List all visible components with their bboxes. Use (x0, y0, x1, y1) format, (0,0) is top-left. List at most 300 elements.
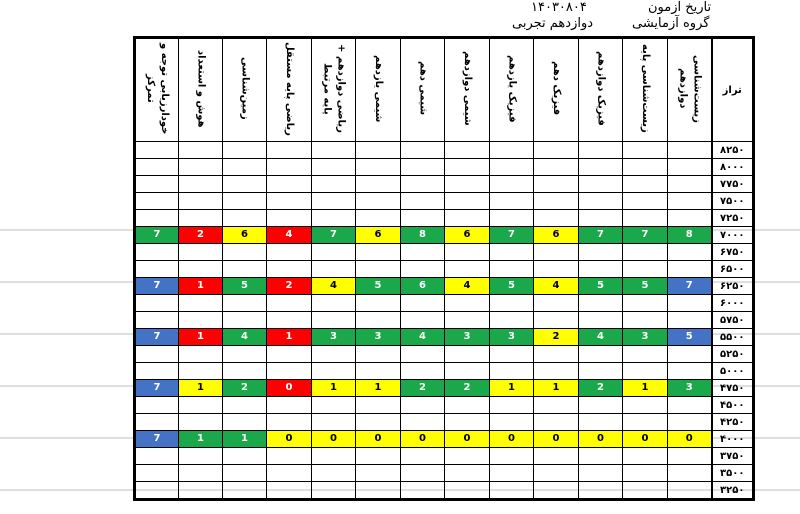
table-cell (445, 227, 490, 244)
table-cell (668, 465, 712, 482)
table-cell (534, 363, 579, 380)
cell-value: 1 (330, 382, 337, 393)
exam-date-label: تاریخ آزمون (648, 0, 712, 15)
table-cell (135, 312, 179, 329)
cell-value: 0 (463, 433, 471, 444)
table-cell (179, 346, 223, 363)
table-cell (135, 142, 179, 159)
row-label: ۴۷۵۰ (712, 380, 754, 397)
table-cell (668, 397, 712, 414)
column-header-label: خودارزیابی توجه و تمرکز (145, 42, 170, 135)
table-cell (445, 244, 490, 261)
cell-value: 4 (330, 280, 337, 291)
table-cell (267, 448, 312, 465)
table-cell (179, 278, 223, 295)
table-cell (401, 312, 445, 329)
table-cell (490, 380, 534, 397)
table-cell (445, 193, 490, 210)
score-table (133, 36, 755, 501)
table-cell (267, 227, 312, 244)
table-cell (445, 142, 490, 159)
table-cell (223, 227, 267, 244)
table-cell (445, 312, 490, 329)
table-cell (623, 431, 668, 448)
table-cell (401, 363, 445, 380)
table-cell (534, 244, 579, 261)
table-cell (579, 431, 623, 448)
table-cell (445, 414, 490, 431)
table-cell (668, 244, 712, 261)
table-cell (312, 346, 356, 363)
table-cell (223, 431, 267, 448)
table-cell (135, 244, 179, 261)
column-header (223, 38, 267, 142)
cell-value: 4 (552, 280, 560, 291)
column-header (312, 38, 356, 142)
cell-value: 0 (374, 433, 382, 444)
table-cell (623, 176, 668, 193)
column-header (445, 38, 490, 142)
table-cell (356, 295, 401, 312)
table-cell (135, 431, 179, 448)
row-label: ۷۰۰۰ (712, 227, 754, 244)
column-header (267, 38, 312, 142)
table-cell (312, 414, 356, 431)
table-cell (401, 295, 445, 312)
table-cell (401, 210, 445, 227)
table-cell (179, 431, 223, 448)
cell-value: 2 (241, 382, 248, 393)
table-cell (401, 227, 445, 244)
column-header-label: ریاضی پایه مستقل (284, 41, 295, 136)
table-cell (179, 312, 223, 329)
table-cell (135, 227, 179, 244)
table-cell (579, 414, 623, 431)
table-cell (579, 465, 623, 482)
table-cell (668, 329, 712, 346)
cell-value: 0 (419, 433, 426, 444)
table-cell (135, 380, 179, 397)
table-cell (534, 176, 579, 193)
table-cell (312, 380, 356, 397)
table-cell (623, 193, 668, 210)
table-cell (623, 414, 668, 431)
group-label: گروه آزمایشی (632, 16, 710, 31)
table-cell (401, 465, 445, 482)
table-cell (356, 278, 401, 295)
table-cell (579, 363, 623, 380)
table-cell (401, 346, 445, 363)
cell-value: 7 (153, 229, 161, 240)
table-cell (223, 380, 267, 397)
table-cell (312, 244, 356, 261)
table-cell (356, 159, 401, 176)
table-cell (267, 261, 312, 278)
cell-value: 0 (597, 433, 604, 444)
table-cell (490, 176, 534, 193)
table-cell (223, 261, 267, 278)
table-cell (579, 142, 623, 159)
table-cell (267, 431, 312, 448)
cell-value: 5 (241, 280, 248, 291)
table-cell (312, 193, 356, 210)
table-cell (668, 227, 712, 244)
table-cell (445, 397, 490, 414)
table-cell (223, 312, 267, 329)
table-cell (534, 159, 579, 176)
table-cell (135, 278, 179, 295)
cell-value: 5 (374, 280, 382, 291)
table-cell (312, 159, 356, 176)
table-cell (623, 312, 668, 329)
column-header-label: شیمی دوازدهم (462, 51, 473, 126)
table-cell (223, 482, 267, 500)
column-header-label: زیست‌شناسی پایه (640, 44, 651, 133)
table-cell (534, 142, 579, 159)
exam-date: ۱۴۰۳۰۸۰۴ (531, 0, 587, 15)
table-cell (135, 397, 179, 414)
cell-value: 2 (552, 331, 560, 342)
table-cell (356, 431, 401, 448)
table-cell (490, 244, 534, 261)
column-header (534, 38, 579, 142)
table-cell (445, 295, 490, 312)
table-cell (267, 346, 312, 363)
column-header (579, 38, 623, 142)
table-row (135, 227, 754, 244)
cell-value: 3 (330, 331, 337, 342)
table-cell (356, 329, 401, 346)
table-cell (445, 363, 490, 380)
table-cell (267, 142, 312, 159)
table-cell (401, 261, 445, 278)
table-cell (623, 210, 668, 227)
table-cell (623, 363, 668, 380)
table-row (135, 312, 754, 329)
table-cell (135, 295, 179, 312)
table-cell (490, 414, 534, 431)
table-cell (579, 346, 623, 363)
table-cell (445, 431, 490, 448)
cell-value: 6 (419, 280, 426, 291)
table-cell (135, 363, 179, 380)
table-cell (135, 482, 179, 500)
table-cell (534, 193, 579, 210)
table-cell (179, 414, 223, 431)
column-header-label: زمین‌شناسی (239, 57, 251, 120)
table-cell (490, 431, 534, 448)
table-cell (445, 159, 490, 176)
cell-value: 7 (153, 382, 161, 393)
table-cell (534, 278, 579, 295)
table-cell (490, 278, 534, 295)
table-cell (623, 244, 668, 261)
table-cell (534, 312, 579, 329)
table-cell (668, 176, 712, 193)
table-cell (534, 346, 579, 363)
table-cell (223, 193, 267, 210)
table-cell (356, 482, 401, 500)
column-header (356, 38, 401, 142)
row-label: ۳۷۵۰ (712, 448, 754, 465)
table-cell (534, 261, 579, 278)
column-header-label: هوش و استعداد (195, 49, 207, 128)
table-cell (267, 244, 312, 261)
table-cell (534, 295, 579, 312)
cell-value: 4 (597, 331, 604, 342)
table-cell (223, 465, 267, 482)
table-cell (179, 329, 223, 346)
label-column-header (712, 38, 754, 142)
table-cell (312, 312, 356, 329)
table-cell (668, 380, 712, 397)
table-cell (579, 278, 623, 295)
row-label: ۵۷۵۰ (712, 312, 754, 329)
table-cell (179, 227, 223, 244)
table-cell (267, 414, 312, 431)
cell-value: 7 (508, 229, 515, 240)
table-row (135, 278, 754, 295)
table-cell (179, 465, 223, 482)
table-cell (668, 142, 712, 159)
table-cell (179, 482, 223, 500)
cell-value: 7 (153, 433, 161, 444)
cell-value: 5 (508, 280, 515, 291)
table-cell (445, 346, 490, 363)
cell-value: 7 (597, 229, 604, 240)
table-cell (490, 193, 534, 210)
table-cell (179, 397, 223, 414)
row-label: ۳۲۵۰ (712, 482, 754, 500)
table-cell (179, 193, 223, 210)
table-cell (579, 482, 623, 500)
cell-value: 1 (241, 433, 248, 444)
table-cell (267, 329, 312, 346)
table-cell (668, 210, 712, 227)
cell-value: 1 (374, 382, 382, 393)
table-cell (223, 176, 267, 193)
row-label: ۸۲۵۰ (712, 142, 754, 159)
table-cell (579, 176, 623, 193)
table-cell (267, 193, 312, 210)
table-cell (579, 159, 623, 176)
cell-value: 3 (374, 331, 382, 342)
table-row (135, 414, 754, 431)
table-cell (490, 159, 534, 176)
table-cell (579, 312, 623, 329)
table-cell (623, 482, 668, 500)
table-cell (401, 244, 445, 261)
table-cell (668, 448, 712, 465)
cell-value: 1 (197, 382, 204, 393)
table-cell (356, 346, 401, 363)
table-cell (312, 329, 356, 346)
cell-value: 0 (685, 433, 693, 444)
table-cell (668, 193, 712, 210)
table-cell (534, 448, 579, 465)
table-cell (267, 465, 312, 482)
table-cell (312, 482, 356, 500)
table-cell (135, 346, 179, 363)
table-cell (223, 142, 267, 159)
table-cell (312, 448, 356, 465)
cell-value: 0 (285, 433, 293, 444)
label-column-header-text: تراز (722, 84, 742, 96)
table-cell (401, 176, 445, 193)
table-cell (179, 244, 223, 261)
row-label: ۸۰۰۰ (712, 159, 754, 176)
column-header-label: فیزیک دوازدهم (595, 51, 607, 126)
table-cell (579, 448, 623, 465)
column-header (668, 38, 712, 142)
table-cell (623, 380, 668, 397)
table-row (135, 159, 754, 176)
table-cell (223, 278, 267, 295)
table-cell (312, 278, 356, 295)
table-cell (223, 329, 267, 346)
cell-value: 7 (330, 229, 337, 240)
cell-value: 1 (197, 331, 204, 342)
cell-value: 2 (285, 280, 293, 291)
table-row (135, 431, 754, 448)
table-cell (312, 295, 356, 312)
cell-value: 2 (463, 382, 471, 393)
cell-value: 2 (197, 229, 204, 240)
cell-value: 4 (285, 229, 293, 240)
cell-value: 3 (463, 331, 471, 342)
table-cell (401, 159, 445, 176)
table-cell (223, 244, 267, 261)
table-cell (356, 193, 401, 210)
table-cell (312, 397, 356, 414)
table-cell (668, 346, 712, 363)
table-cell (490, 210, 534, 227)
table-cell (490, 312, 534, 329)
cell-value: 1 (552, 382, 560, 393)
table-cell (135, 159, 179, 176)
table-cell (623, 142, 668, 159)
table-cell (223, 448, 267, 465)
cell-value: 6 (552, 229, 560, 240)
table-cell (135, 210, 179, 227)
table-cell (312, 176, 356, 193)
table-cell (623, 397, 668, 414)
cell-value: 1 (197, 433, 204, 444)
cell-value: 7 (641, 229, 649, 240)
cell-value: 5 (685, 331, 693, 342)
table-row (135, 346, 754, 363)
table-cell (668, 363, 712, 380)
column-header (490, 38, 534, 142)
table-cell (445, 176, 490, 193)
row-label: ۷۷۵۰ (712, 176, 754, 193)
cell-value: 6 (241, 229, 248, 240)
table-cell (623, 227, 668, 244)
table-cell (668, 159, 712, 176)
table-cell (312, 142, 356, 159)
row-label: ۴۰۰۰ (712, 431, 754, 448)
table-cell (267, 210, 312, 227)
column-header-label: فیزیک یازدهم (506, 54, 518, 123)
table-cell (401, 397, 445, 414)
table-cell (668, 431, 712, 448)
table-cell (179, 363, 223, 380)
column-header-label: شیمی یازدهم (373, 54, 384, 123)
table-cell (401, 482, 445, 500)
row-label: ۷۵۰۰ (712, 193, 754, 210)
table-cell (267, 482, 312, 500)
cell-value: 0 (508, 433, 515, 444)
table-cell (623, 329, 668, 346)
table-row (135, 210, 754, 227)
table-cell (668, 482, 712, 500)
cell-value: 5 (641, 280, 649, 291)
cell-value: 3 (641, 331, 649, 342)
table-cell (490, 295, 534, 312)
table-cell (179, 159, 223, 176)
table-cell (579, 261, 623, 278)
table-row (135, 142, 754, 159)
table-cell (135, 176, 179, 193)
table-cell (356, 448, 401, 465)
table-cell (356, 414, 401, 431)
table-cell (668, 261, 712, 278)
table-cell (312, 227, 356, 244)
table-cell (445, 278, 490, 295)
table-cell (490, 363, 534, 380)
table-cell (135, 329, 179, 346)
table-row (135, 329, 754, 346)
table-cell (312, 363, 356, 380)
table-cell (223, 414, 267, 431)
cell-value: 6 (374, 229, 382, 240)
table-cell (401, 193, 445, 210)
table-cell (668, 414, 712, 431)
table-cell (445, 448, 490, 465)
table-cell (179, 261, 223, 278)
table-cell (356, 142, 401, 159)
table-cell (179, 210, 223, 227)
cell-value: 8 (685, 229, 693, 240)
table-cell (356, 465, 401, 482)
column-header (179, 38, 223, 142)
table-cell (490, 227, 534, 244)
table-cell (668, 312, 712, 329)
table-cell (179, 380, 223, 397)
column-header (401, 38, 445, 142)
table-cell (401, 329, 445, 346)
table-cell (135, 261, 179, 278)
cell-value: 4 (419, 331, 426, 342)
table-cell (267, 278, 312, 295)
table-cell (579, 380, 623, 397)
table-cell (579, 329, 623, 346)
table-cell (135, 414, 179, 431)
table-cell (490, 482, 534, 500)
cell-value: 2 (597, 382, 604, 393)
table-cell (579, 295, 623, 312)
table-cell (534, 227, 579, 244)
row-label: ۶۷۵۰ (712, 244, 754, 261)
cell-value: 3 (508, 331, 515, 342)
table-cell (223, 346, 267, 363)
table-row (135, 397, 754, 414)
cell-value: 3 (685, 382, 693, 393)
table-cell (135, 193, 179, 210)
cell-value: 8 (419, 229, 426, 240)
table-row (135, 261, 754, 278)
table-cell (356, 397, 401, 414)
